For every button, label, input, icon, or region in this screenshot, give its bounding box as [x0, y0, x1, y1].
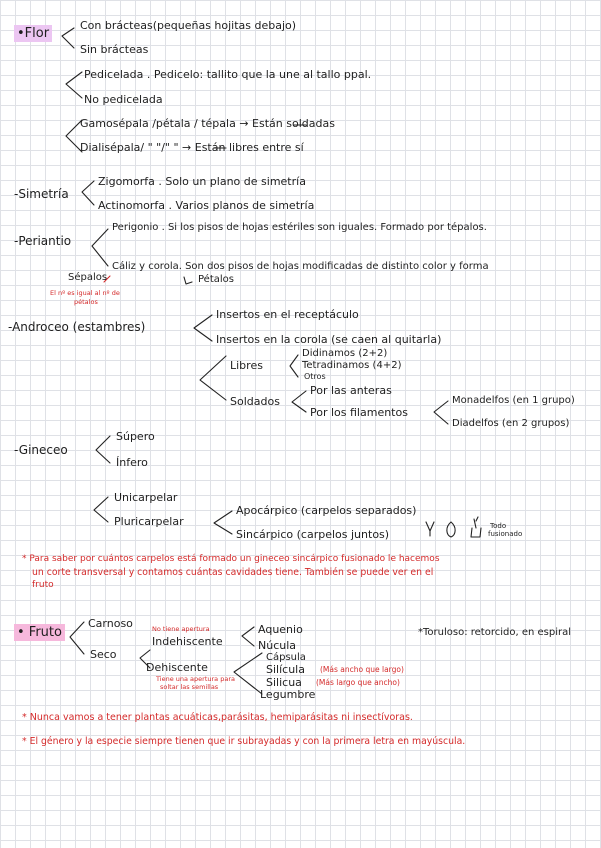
fruto-silicula: Silícula — [266, 663, 305, 676]
androceo-tetradinamos: Tetradinamos (4+2) — [302, 360, 402, 371]
gineceo-apocarpico: Apocárpico (carpelos separados) — [236, 504, 417, 517]
flor-title: •Flor — [14, 27, 52, 40]
androceo-otros: Otros — [304, 372, 326, 381]
fruto-seco: Seco — [90, 648, 117, 661]
fruto-nota-apertura-1: Tiene una apertura para — [156, 675, 235, 683]
androceo-monadelfos: Monadelfos (en 1 grupo) — [452, 395, 575, 406]
fruto-dehiscente: Dehiscente — [146, 661, 208, 674]
gineceo-nota-2: un corte transversal y contamos cuántas cavidades tiene. También se puede ver en el — [32, 567, 434, 578]
simetria-actinomorfa: Actinomorfa . Varios planos de simetría — [98, 199, 315, 212]
androceo-didinamos: Didinamos (2+2) — [302, 348, 388, 359]
gineceo-pluricarpelar: Pluricarpelar — [114, 515, 184, 528]
androceo-por-filamentos: Por los filamentos — [310, 406, 408, 419]
simetria-zigomorfa: Zigomorfa . Solo un plano de simetría — [98, 175, 306, 188]
gineceo-unicarpelar: Unicarpelar — [114, 491, 178, 504]
periantio-perigonio: Perigonio . Si los pisos de hojas estériles son iguales. Formado por tépalos. — [112, 222, 487, 233]
fruto-indehiscente: Indehiscente — [152, 635, 223, 648]
periantio-caliz: Cáliz y corola. Son dos pisos de hojas modificadas de distinto color y forma — [112, 261, 489, 272]
fruto-legumbre: Legumbre — [260, 688, 316, 701]
fruto-capsula: Cápsula — [266, 652, 306, 663]
androceo-diadelfos: Diadelfos (en 2 grupos) — [452, 418, 570, 429]
nota-plantas: * Nunca vamos a tener plantas acuáticas,parásitas, hemiparásitas ni insectívoras. — [22, 712, 413, 723]
flor-gamosepala: Gamosépala /pétala / tépala → Están soldadas — [80, 117, 335, 130]
fruto-silicua-nota: (Más largo que ancho) — [316, 678, 400, 687]
fruto-silicula-nota: (Más ancho que largo) — [320, 665, 404, 674]
gineceo-supero: Súpero — [116, 430, 155, 443]
androceo-soldados: Soldados — [230, 395, 280, 408]
flor-sin-bracteas: Sin brácteas — [80, 43, 149, 56]
gineceo-nota-3: fruto — [32, 580, 54, 590]
gineceo-infero: Ínfero — [116, 456, 148, 469]
periantio-nota-2: pétalos — [74, 298, 98, 306]
fruto-nota-apertura-2: soltar las semillas — [160, 683, 219, 691]
androceo-libres: Libres — [230, 359, 263, 372]
gineceo-fusionado: fusionado — [488, 530, 523, 538]
fruto-silicua: Silicua — [266, 676, 302, 689]
flor-bracteas: Con brácteas(pequeñas hojitas debajo) — [80, 19, 297, 32]
gineceo-label: -Gineceo — [14, 443, 68, 457]
flor-no-pedicelada: No pedicelada — [84, 93, 163, 106]
gineceo-nota-1: * Para saber por cuántos carpelos está formado un gineceo sincárpico fusionado le hacemos — [22, 554, 440, 564]
periantio-petalos: Pétalos — [198, 274, 234, 285]
flor-pedicelada: Pedicelada . Pedicelo: tallito que la une al tallo ppal. — [84, 68, 372, 81]
androceo-insertos-receptaculo: Insertos en el receptáculo — [216, 308, 359, 321]
androceo-label: -Androceo (estambres) — [8, 320, 146, 334]
fruto-nota-no-apertura: No tiene apertura — [152, 625, 210, 633]
gineceo-todo: Todo — [490, 522, 507, 530]
simetria-label: -Simetría — [14, 187, 69, 201]
fruto-aquenio: Aquenio — [258, 623, 303, 636]
periantio-label: -Periantio — [14, 234, 72, 248]
periantio-nota-1: El nº es igual al nº de — [50, 289, 120, 297]
fruto-nucula: Núcula — [258, 639, 297, 652]
gineceo-sincarpico: Sincárpico (carpelos juntos) — [236, 528, 390, 541]
androceo-insertos-corola: Insertos en la corola (se caen al quitarla) — [216, 333, 442, 346]
androceo-por-anteras: Por las anteras — [310, 384, 392, 397]
fruto-carnoso: Carnoso — [88, 617, 133, 630]
periantio-sepalos: Sépalos — [68, 272, 108, 283]
fruto-toruloso: *Toruloso: retorcido, en espiral — [418, 627, 571, 638]
fruto-title: • Fruto — [14, 626, 65, 639]
flor-dialisepala: Dialisépala/ " "/" " → Están libres entre sí — [80, 141, 304, 154]
nota-genero-especie: * El género y la especie siempre tienen que ir subrayadas y con la primera letra en mayúscula. — [22, 736, 466, 747]
